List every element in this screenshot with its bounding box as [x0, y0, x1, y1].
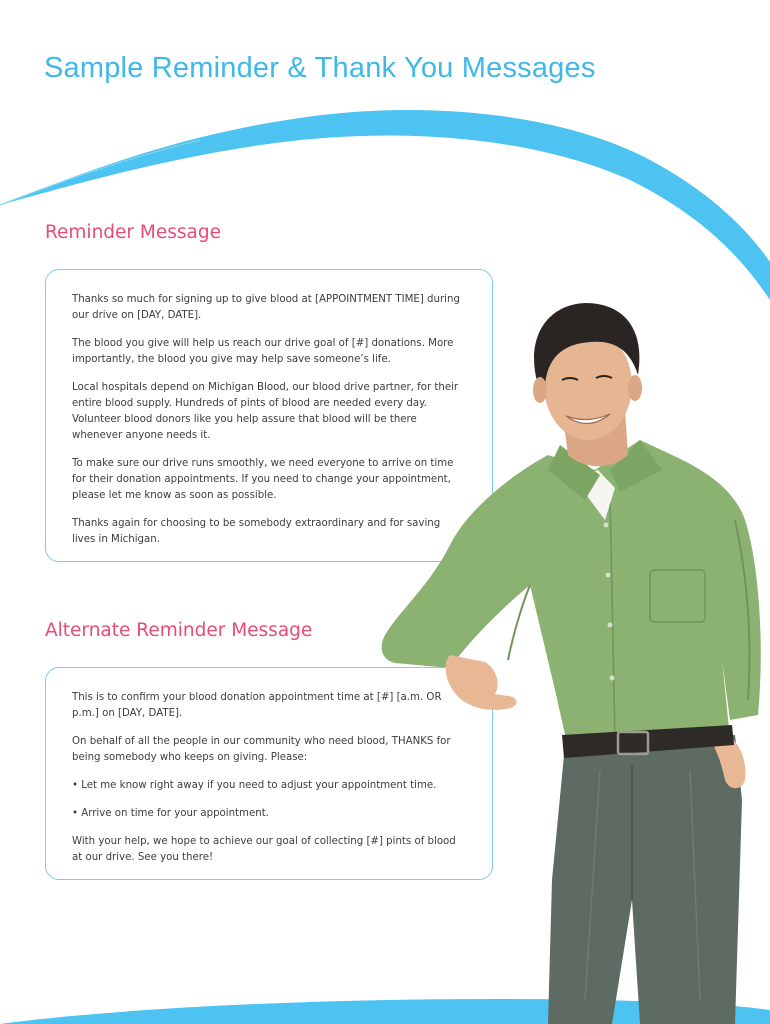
resting-hand — [446, 655, 517, 710]
message-paragraph: Local hospitals depend on Michigan Blood, our blood drive partner, for their entire blood supply. Hundreds of pints of blood are needed every day. Volunteer blood donors like you help assure that blood will be there whenever anyone needs it. — [72, 382, 459, 441]
message-paragraph: With your help, we hope to achieve our goal of collecting [#] pints of blood at our drive. See you there! — [72, 836, 456, 863]
message-paragraph: Thanks again for choosing to be somebody extraordinary and for saving lives in Michigan. — [72, 518, 441, 545]
message-paragraph: The blood you give will help us reach our drive goal of [#] donations. More importantly, the blood you give may help save someone’s life. — [72, 338, 454, 365]
message-paragraph: To make sure our drive runs smoothly, we need everyone to arrive on time for their donation appointments. If you need to change your appointment, please let me know as soon as possible. — [72, 458, 454, 501]
alternate-reminder-message-heading: Alternate Reminder Message — [45, 620, 313, 641]
message-paragraph: On behalf of all the people in our community who need blood, THANKS for being somebody who keeps on giving. Please: — [72, 736, 451, 763]
reminder-message-heading: Reminder Message — [45, 222, 221, 243]
page-title: Sample Reminder & Thank You Messages — [44, 52, 596, 84]
message-paragraph: • Let me know right away if you need to adjust your appointment time. — [72, 780, 437, 791]
man-in-green-shirt-photo — [370, 300, 770, 1024]
message-paragraph: • Arrive on time for your appointment. — [72, 808, 269, 819]
message-paragraph: Thanks so much for signing up to give blood at [APPOINTMENT TIME] during our drive on [DAY, DATE]. — [72, 294, 460, 321]
trousers — [548, 735, 742, 1024]
message-paragraph: This is to confirm your blood donation appointment time at [#] [a.m. OR p.m.] on [DAY, DATE]. — [72, 692, 442, 719]
